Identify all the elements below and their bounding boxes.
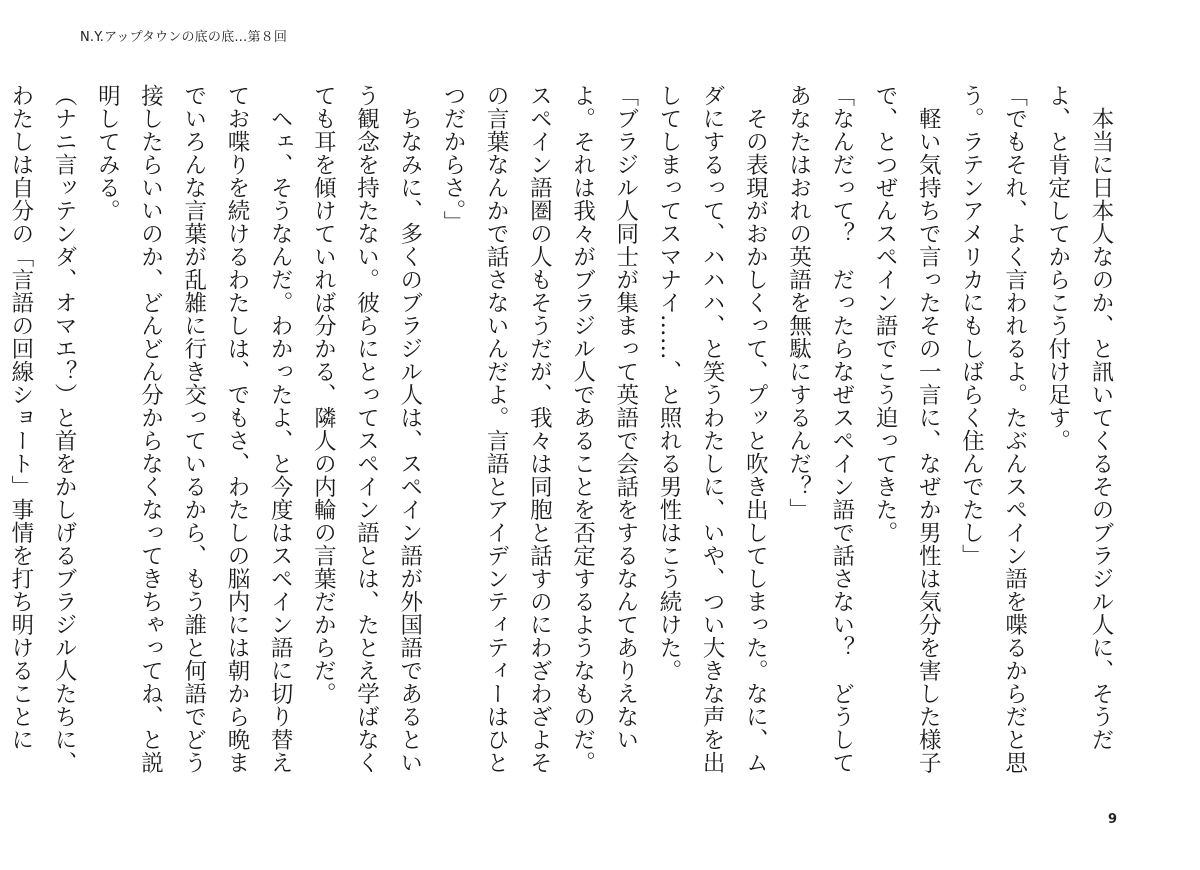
paragraph: ヘェ、そうなんだ。わかったよ、と今度はスペイン語に切り替えてお喋りを続けるわたしは、でもさ、わたしの脳内には朝から晩までいろんな言葉が乱雑に行き交っているから、もう誰と何語でどう接したらいいのか、どんどん分からなくなってきちゃってね、と説明してみる。 [94, 84, 294, 774]
paragraph: ちなみに、多くのブラジル人は、スペイン語が外国語であるという観念を持たない。彼らにとってスペイン語とは、たとえ学ばなくても耳を傾けていれば分かる、隣人の内輪の言葉だからだ。 [310, 84, 423, 774]
paragraph: 本当に日本人なのか、と訊いてくるそのブラジル人に、そうだよ、と肯定してからこう付け足す。 [1044, 84, 1114, 751]
paragraph: （ナニ言ッテンダ、オマエ？）と首をかしげるブラジル人たちに、わたしは自分の「言語の回線ショート」事情を打ち明けることに [7, 84, 78, 774]
page-number: 9 [1108, 812, 1118, 827]
body-text [7, 84, 1122, 784]
paragraph: 「なんだって？ だったらなぜスペイン語で話さない？ どうしてあなたはおれの英語を無駄にするんだ？」 [785, 84, 855, 774]
paragraph: その表現がおかしくって、プッと吹き出してしまった。なに、ムダにするって、ハハハ、と笑うわたしに、いや、つい大きな声を出してしまってスマナイ……、と照れる男性はこう続けた。 [655, 84, 769, 774]
running-header: N.Y.アップタウンの底の底…第８回 [80, 30, 288, 45]
paragraph: 「ブラジル人同士が集まって英語で会話をするなんてありえないよ。それは我々がブラジル人であることを否定するようなものだ。スペイン語圏の人もそうだが、我々は同胞と話すのにわざわざよその言葉なんかで話さないんだよ。言語とアイデンティティーはひとつだからさ。」 [439, 84, 639, 774]
paragraph: 軽い気持ちで言ったその一言に、なぜか男性は気分を害した様子で、とつぜんスペイン語でこう迫ってきた。 [871, 84, 942, 774]
paragraph: 「でもそれ、よく言われるよ。たぶんスペイン語を喋るからだと思う。ラテンアメリカにもしばらく住んでたし」 [958, 84, 1028, 774]
